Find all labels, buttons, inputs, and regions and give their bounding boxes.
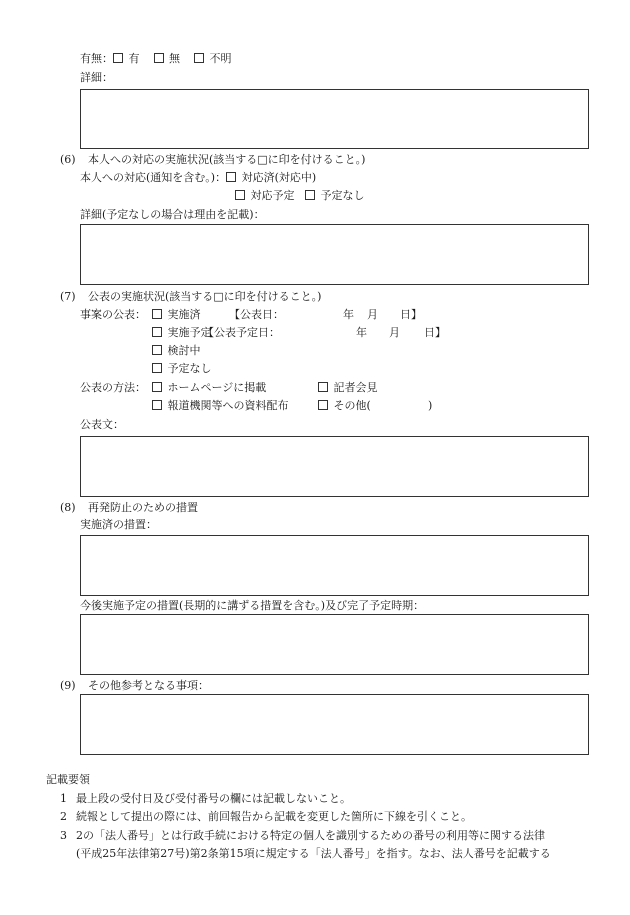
s6-detail-box[interactable] — [80, 224, 589, 285]
presence-label: 有無： — [80, 52, 113, 65]
s7-considering-row — [152, 344, 201, 358]
checkbox-planned-response[interactable] — [235, 190, 245, 200]
s8-num: (8) — [60, 501, 76, 514]
s6-heading: 本人への対応の実施状況(該当する□に印を付けること。) — [88, 153, 366, 166]
s8-planned-label: 今後実施予定の措置(長期的に講ずる措置を含む。)及び完了予定時期： — [80, 599, 425, 612]
s7-none-row — [152, 362, 212, 376]
note-2-num: 2 — [60, 810, 67, 823]
note-1-num: 1 — [60, 792, 67, 805]
s7-planned-year: 年 — [356, 326, 367, 339]
s7-heading: 公表の実施状況(該当する□に印を付けること。) — [88, 290, 322, 303]
s8-done-box[interactable] — [80, 535, 589, 596]
s7-num: (7) — [60, 290, 76, 303]
note-3-num: 3 — [60, 829, 67, 842]
s6-response-row — [80, 171, 316, 185]
s7-text-label: 公表文： — [80, 418, 124, 431]
note-3-text: 2の「法人番号」とは行政手続における特定の個人を識別するための番号の利用等に関する法律 — [76, 829, 545, 842]
s9-heading: その他参考となる事項： — [88, 679, 209, 692]
presence-row — [80, 52, 232, 66]
notes-title: 記載要領 — [46, 773, 90, 786]
s7-considering-label: 検討中 — [167, 344, 201, 357]
checkbox-other[interactable] — [318, 400, 328, 410]
s8-planned-box[interactable] — [80, 614, 589, 675]
s7-other-close: ) — [428, 399, 433, 412]
s7-other-row — [318, 399, 371, 413]
note-1-text: 最上段の受付日及び受付番号の欄には記載しないこと。 — [76, 792, 351, 805]
checkbox-publish-none[interactable] — [152, 363, 162, 373]
s7-method-label: 公表の方法： — [80, 381, 146, 394]
checkbox-no-plan[interactable] — [305, 190, 315, 200]
checkbox-publish-planned[interactable] — [152, 327, 162, 337]
s6-opt3-label: 予定なし — [320, 189, 365, 202]
s6-response-row2 — [235, 189, 365, 203]
checkbox-yes[interactable] — [113, 53, 123, 63]
s8-heading: 再発防止のための措置 — [88, 501, 198, 514]
s7-done-label: 実施済 — [167, 308, 201, 321]
s9-num: (9) — [60, 679, 76, 692]
checkbox-no[interactable] — [154, 53, 164, 63]
s9-box[interactable] — [80, 694, 589, 755]
s7-planned-month: 月 — [389, 326, 400, 339]
top-detail-label: 詳細： — [80, 71, 113, 84]
option-unknown-label: 不明 — [209, 52, 232, 65]
s7-done-row — [152, 308, 201, 322]
s7-homepage-row — [152, 381, 266, 395]
checkbox-published[interactable] — [152, 309, 162, 319]
s6-detail-label: 詳細(予定なしの場合は理由を記載)： — [80, 208, 265, 221]
s8-done-label: 実施済の措置： — [80, 518, 157, 531]
checkbox-considering[interactable] — [152, 345, 162, 355]
s6-response-label: 本人への対応(通知を含む。)： — [80, 171, 227, 184]
s6-num: (6) — [60, 153, 76, 166]
top-detail-box[interactable] — [80, 89, 589, 149]
s7-planned-label: 実施予定 — [167, 326, 212, 339]
s6-opt2-label: 対応予定 — [250, 189, 295, 202]
s7-text-box[interactable] — [80, 436, 589, 497]
s7-done-month: 月 — [367, 308, 378, 321]
note-2-text: 続報として提出の際には、前回報告から記載を変更した箇所に下線を引くこと。 — [76, 810, 472, 823]
s7-homepage-label: ホームページに掲載 — [167, 381, 267, 394]
s7-case-label: 事案の公表： — [80, 308, 146, 321]
checkbox-responded[interactable] — [226, 172, 236, 182]
checkbox-homepage[interactable] — [152, 382, 162, 392]
s7-other-label: その他( — [333, 399, 371, 412]
s6-opt1-label: 対応済(対応中) — [241, 171, 317, 184]
s7-done-date-label: 【公表日： — [229, 308, 284, 321]
checkbox-unknown[interactable] — [194, 53, 204, 63]
s7-media-label: 報道機関等への資料配布 — [167, 399, 289, 412]
checkbox-media[interactable] — [152, 400, 162, 410]
s7-none-label: 予定なし — [167, 362, 212, 375]
note-3-cont: (平成25年法律第27号)第2条第15項に規定する「法人番号」を指す。なお、法人番号を記載する — [76, 847, 551, 860]
s7-press-label: 記者会見 — [333, 381, 378, 394]
s7-planned-day: 日】 — [424, 326, 446, 339]
checkbox-press[interactable] — [318, 382, 328, 392]
s7-press-row — [318, 381, 378, 395]
option-no-label: 無 — [169, 52, 180, 65]
s7-done-year: 年 — [343, 308, 354, 321]
s7-done-day: 日】 — [400, 308, 422, 321]
s7-media-row — [152, 399, 289, 413]
s7-planned-date-label: 【公表予定日： — [203, 326, 280, 339]
option-yes-label: 有 — [128, 52, 140, 65]
